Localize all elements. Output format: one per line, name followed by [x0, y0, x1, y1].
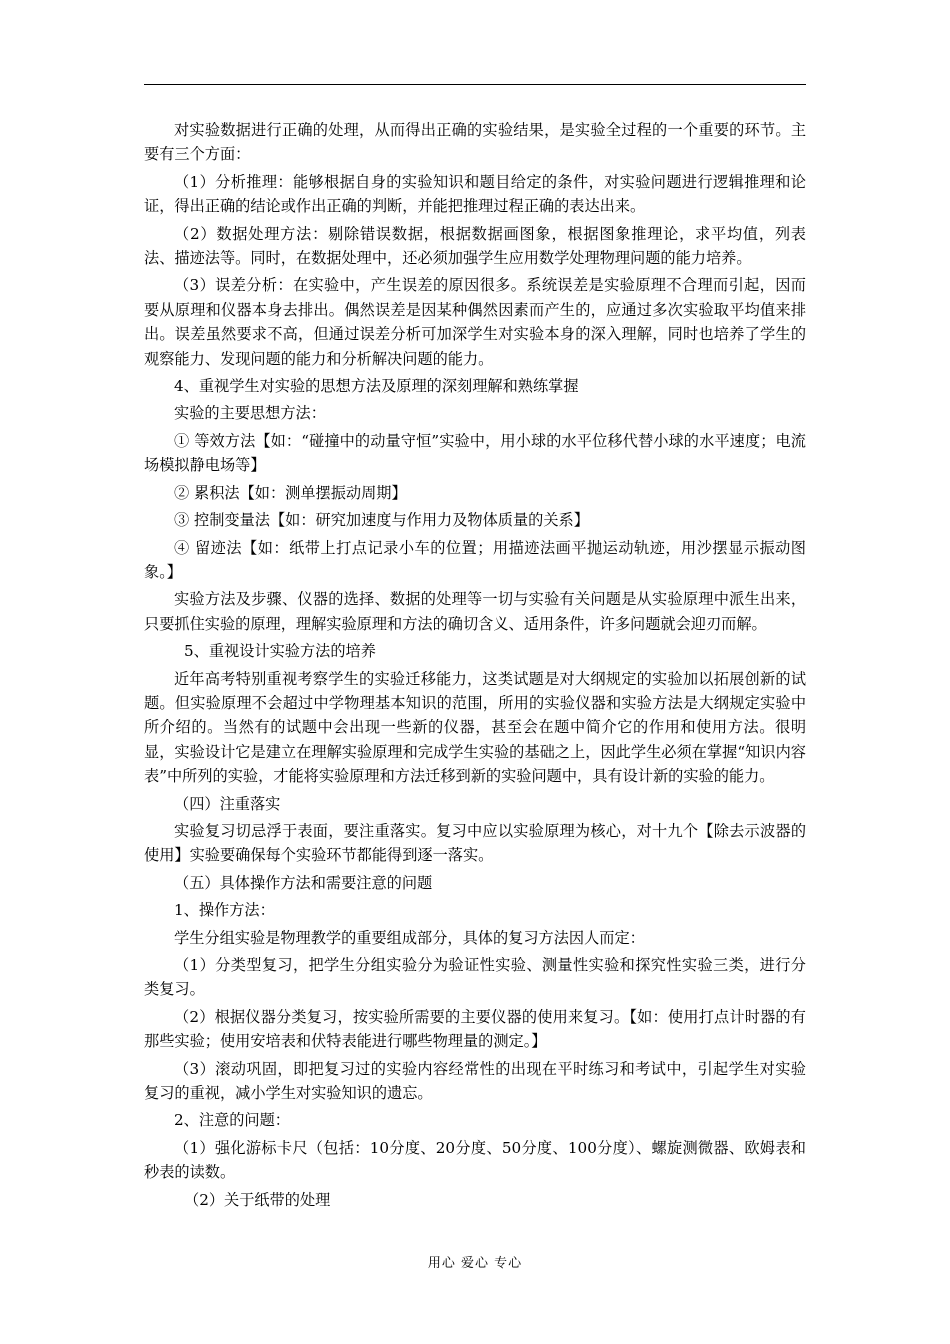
list-item: （2）关于纸带的处理 [184, 1190, 331, 1209]
paragraph: 实验复习切忌浮于表面，要注重落实。复习中应以实验原理为核心，对十九个【除去示波器的使用】实验要确保每个实验环节都能得到逐一落实。 [144, 821, 806, 865]
page-footer: 用心 爱心 专心 [427, 1256, 523, 1271]
section-heading: 5、重视设计实验方法的培养 [184, 642, 376, 661]
list-item: ② 累积法【如：测单摆振动周期】 [174, 483, 407, 502]
list-item: （2）根据仪器分类复习，按实验所需要的主要仪器的使用来复习。【如：使用打点计时器的有那些实验；使用安培表和伏特表能进行哪些物理量的测定。】 [144, 1007, 806, 1051]
paragraph: 近年高考特别重视考察学生的实验迁移能力，这类试题是对大纲规定的实验加以拓展创新的试题。但实验原理不会超过中学物理基本知识的范围，所用的实验仪器和实验方法是大纲规定实验中所介绍的。当然有的试题中会出现一些新的仪器，甚至会在题中简介它的作用和使用方法。很明显，实验设计它是建立在理解实验原理和完成学生实验的基础之上，因此学生必须在掌握“知识内容表”中所列的实验，才能将实验原理和方法迁移到新的实验问题中，具有设计新的实验的能力。 [144, 669, 806, 786]
paragraph: （1）分析推理：能够根据自身的实验知识和题目给定的条件，对实验问题进行逻辑推理和论证，得出正确的结论或作出正确的判断，并能把推理过程正确的表达出来。 [144, 172, 806, 216]
list-item: （1）分类型复习，把学生分组实验分为验证性实验、测量性实验和探究性实验三类，进行分类复习。 [144, 956, 806, 999]
paragraph: （2）数据处理方法：剔除错误数据，根据数据画图象，根据图象推理论，求平均值，列表法、描迹法等。同时，在数据处理中，还必须加强学生应用数学处理物理问题的能力培养。 [144, 224, 806, 268]
paragraph: 学生分组实验是物理教学的重要组成部分，具体的复习方法因人而定： [174, 928, 645, 947]
list-item: ① 等效方法【如：“碰撞中的动量守恒”实验中，用小球的水平位移代替小球的水平速度；电流场模拟静电场等】 [144, 431, 806, 475]
document-body [144, 118, 806, 1215]
list-item: （1）强化游标卡尺（包括：10分度、20分度、50分度、100分度）、螺旋测微器、欧姆表和秒表的读数。 [144, 1138, 806, 1182]
list-item: ④ 留迹法【如：纸带上打点记录小车的位置；用描迹法画平抛运动轨迹，用沙摆显示振动图象。】 [144, 538, 806, 581]
section-heading: （四）注重落实 [174, 794, 281, 813]
section-heading: 1、操作方法： [174, 901, 275, 920]
paragraph: 对实验数据进行正确的处理，从而得出正确的实验结果，是实验全过程的一个重要的环节。主要有三个方面： [144, 121, 806, 164]
header-rule [144, 84, 806, 85]
section-heading: （五）具体操作方法和需要注意的问题 [174, 873, 433, 892]
paragraph: 实验的主要思想方法： [174, 404, 326, 423]
paragraph: （3）误差分析：在实验中，产生误差的原因很多。系统误差是实验原理不合理而引起，因而要从原理和仪器本身去排出。偶然误差是因某种偶然因素而产生的，应通过多次实验取平均值来排出。误差虽然要求不高，但通过误差分析可加深学生对实验本身的深入理解，同时也培养了学生的观察能力、发现问题的能力和分析解决问题的能力。 [144, 276, 806, 368]
paragraph: 实验方法及步骤、仪器的选择、数据的处理等一切与实验有关问题是从实验原理中派生出来，只要抓住实验的原理，理解实验原理和方法的确切含义、适用条件，许多问题就会迎刃而解。 [144, 590, 806, 633]
list-item: ③ 控制变量法【如：研究加速度与作用力及物体质量的关系】 [174, 511, 589, 530]
section-heading: 2、注意的问题： [174, 1111, 290, 1130]
list-item: （3）滚动巩固，即把复习过的实验内容经常性的出现在平时练习和考试中，引起学生对实验复习的重视，减小学生对实验知识的遗忘。 [144, 1059, 806, 1103]
section-heading: 4、重视学生对实验的思想方法及原理的深刻理解和熟练掌握 [174, 377, 579, 396]
